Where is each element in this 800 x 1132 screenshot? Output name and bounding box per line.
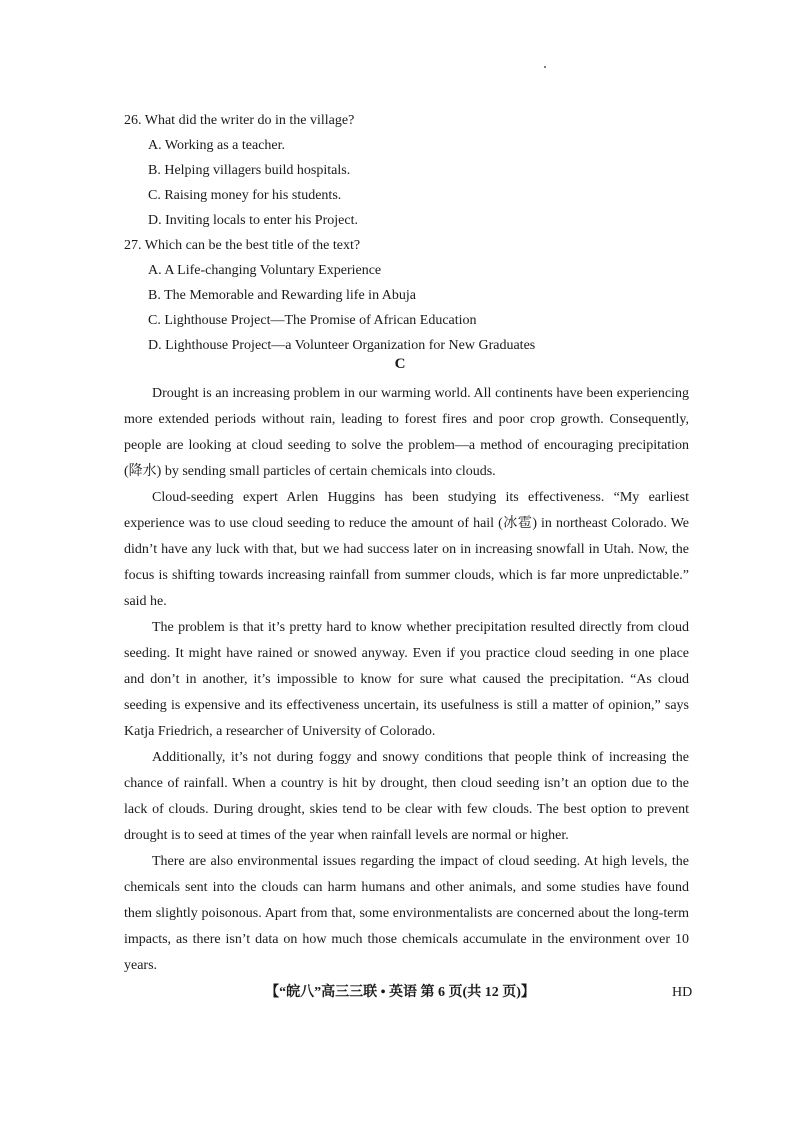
option-a: A. Working as a teacher.: [148, 138, 286, 153]
question-stem: 26. What did the writer do in the village?: [124, 113, 355, 128]
passage-paragraph: There are also environmental issues regarding the impact of cloud seeding. At high levels, the chemicals sent into the clouds can harm humans and other animals, and some studies have found them slightly poisonous. Apart from that, some environmentalists are concerned about the long-term impacts, as there isn’t data on how much those chemicals accumulate in the environment over 10 years.: [124, 854, 689, 973]
option-b: B. Helping villagers build hospitals.: [148, 163, 351, 178]
option-c: C. Raising money for his students.: [148, 188, 342, 203]
footer-page-info: 【“皖八”高三三联 • 英语 第 6 页(共 12 页)】: [265, 985, 535, 1000]
question-26: [124, 108, 684, 233]
page-footer: [0, 982, 800, 1004]
question-stem: 27. Which can be the best title of the text?: [124, 238, 361, 253]
section-heading: C: [394, 356, 406, 372]
question-block: [124, 108, 684, 358]
option-c: C. Lighthouse Project—The Promise of African Education: [148, 313, 477, 328]
option-a: A. A Life-changing Voluntary Experience: [148, 263, 382, 278]
question-27: [124, 233, 684, 358]
option-b: B. The Memorable and Rewarding life in Abuja: [148, 288, 417, 303]
passage-paragraph: Cloud-seeding expert Arlen Huggins has been studying its effectiveness. “My earliest experience was to use cloud seeding to reduce the amount of hail (冰雹) in northeast Colorado. We didn’t have any luck with that, but we had success later on in increasing snowfall in Utah. Now, the focus is shifting towards increasing rainfall from summer clouds, which is far more unpredictable.” said he.: [124, 490, 689, 609]
passage-paragraph: Drought is an increasing problem in our warming world. All continents have been experiencing more extended periods without rain, leading to forest fires and poor crop growth. Consequently, people are looking at cloud seeding to solve the problem—a method of encouraging precipitation (降水) by sending small particles of certain chemicals into clouds.: [124, 386, 689, 479]
passage-paragraph: The problem is that it’s pretty hard to know whether precipitation resulted directly from cloud seeding. It might have rained or snowed anyway. Even if you practice cloud seeding in one place and don’t in another, it’s impossible to know for sure what caused the precipitation. “As cloud seeding is expensive and its effectiveness uncertain, its usefulness is still a matter of opinion,” says Katja Friedrich, a researcher of University of Colorado.: [124, 620, 689, 739]
scan-speck: [544, 66, 546, 68]
footer-code: HD: [672, 985, 693, 1000]
reading-passage: [124, 381, 689, 979]
option-d: D. Lighthouse Project—a Volunteer Organization for New Graduates: [148, 338, 536, 353]
option-d: D. Inviting locals to enter his Project.: [148, 213, 358, 228]
passage-paragraph: Additionally, it’s not during foggy and snowy conditions that people think of increasing the chance of rainfall. When a country is hit by drought, then cloud seeding isn’t an option due to the lack of clouds. During drought, skies tend to be clear with few clouds. The best option to prevent drought is to seed at times of the year when rainfall levels are normal or higher.: [124, 750, 689, 843]
